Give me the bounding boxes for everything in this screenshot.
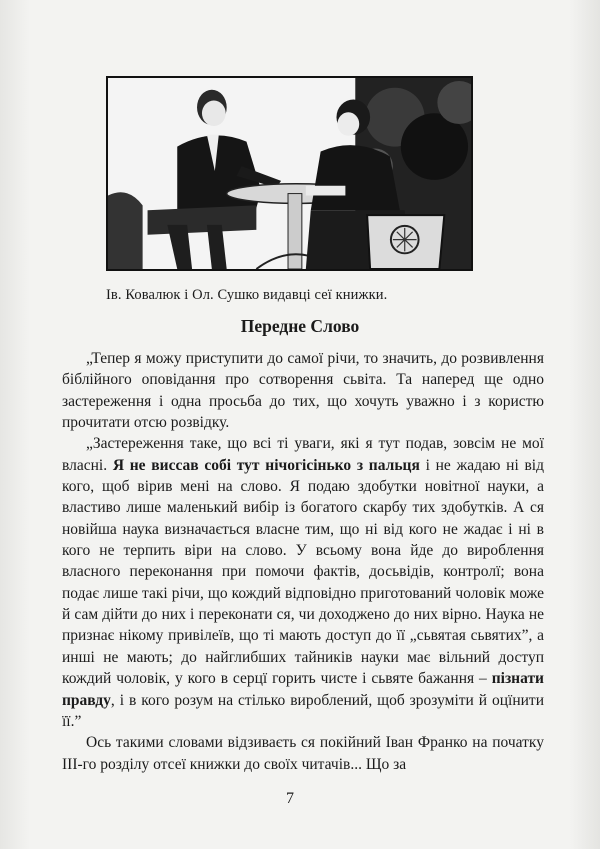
paragraph-text: і не жадаю ні від кого, щоб вірив мені на слово. Я подаю здобутки новітної науки, а властиво лише маленький вибір із богатого скарбу тих здобутків. А ся новійша наука визначається власне тим, що ні від кого не жадає і ні в кого не терпить віри на слово. У всьому вона йде до вироблення власного переконання при помочи фактів, досьвідів, контролї; вона подає лише такі річи, що кождий відповідно приготований чоловік може й сам дійти до них і переконати ся, чи доходжено до них вірно. Наука не признає нікому привілеїв, що ті мають доступ до її „сьвятая сьвятих”, а инші не мають; до найглибших тайників науки має вільний доступ кождий чоловік, у кого в серцї горить чисте і сьвяте бажання – [62,456,544,688]
paragraph-text: Ось такими словами відзиваєть ся покійний Іван Франко на початку III-го розділу отсеї книжки до своїх читачів... Що за [62,734,544,773]
paragraph-text: „Тепер я можу приступити до самої річи, то значить, до розвивлення біблійного оповідання про сотворення сьвіта. Та наперед ще одно застереження і одна просьба до тих, що хочуть уважно і з користю прочитати отсю розвідку. [62,350,544,432]
paragraph [62,348,544,433]
emphasized-text: Я не виссав собі тут нічогісінько з пальця [112,456,420,474]
photo-of-publishers [106,76,473,271]
body-text [62,348,544,775]
photo-illustration [108,78,471,269]
paragraph [62,732,544,775]
section-title: Передне Слово [240,316,360,336]
paragraph-text: „Застереження таке, що всі ті уваги, які я тут подав, зовсім не мої власні. [62,435,544,474]
emphasized-text: пізнати правду [62,670,544,709]
photo-caption: Ів. Ковалюк і Ол. Сушко видавці сеї книжки. [106,287,388,303]
page-number: 7 [286,790,294,807]
paragraph [62,433,544,732]
paragraph-text: , і в кого розум на стілько вироблений, щоб зрозуміти й оцїнити її.” [62,691,544,730]
